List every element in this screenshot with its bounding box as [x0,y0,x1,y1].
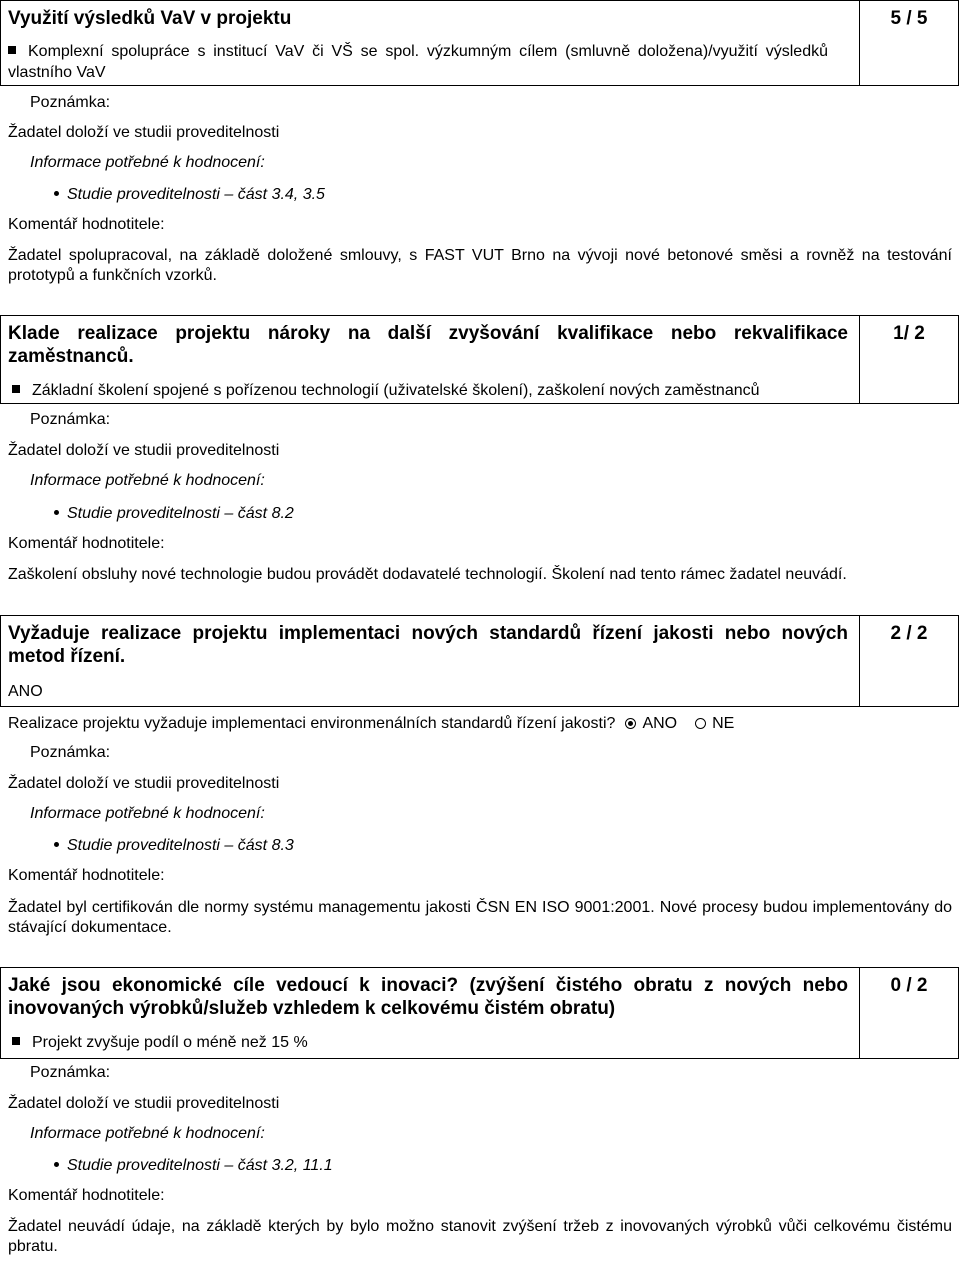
dot-bullet-icon [54,842,59,847]
info-item-text: Studie proveditelnosti – část 3.2, 11.1 [67,1157,333,1174]
info-item [54,1157,333,1175]
info-label: Informace potřebné k hodnocení: [30,1125,265,1142]
comment-label: Komentář hodnotitele: [8,216,165,233]
selected-option [8,41,828,83]
info-item-text: Studie proveditelnosti – část 8.2 [67,505,294,522]
comment-text: Žadatel neuvádí údaje, na základě kterých by bylo možno stanovit zvýšení tržeb z inovovaných výrobků vůči celkovému čistému pbratu. [8,1218,952,1255]
radio-no-label: NE [712,715,735,732]
comment-label: Komentář hodnotitele: [8,867,165,884]
info-item-text: Studie proveditelnosti – část 3.4, 3.5 [67,186,325,203]
note-text: Žadatel doloží ve studii proveditelnosti [8,124,280,141]
comment-text: Zaškolení obsluhy nové technologie budou provádět dodavatelé technologií. Školení nad tento rámec žadatel neuvádí. [8,566,847,583]
comment-text: Žadatel spolupracoval, na základě doložené smlouvy, s FAST VUT Brno na vývoji nové betonové směsi a rovněž na testování prototypů a funkčních vzorků. [8,247,952,284]
info-item [54,186,325,204]
criterion-score: 0 / 2 [890,975,928,996]
dot-bullet-icon [54,191,59,196]
info-item-text: Studie proveditelnosti – část 8.3 [67,837,294,854]
criterion-score: 1/ 2 [893,323,925,344]
radio-yes[interactable] [625,718,636,729]
selected-option [12,1034,308,1052]
note-text: Žadatel doloží ve studii proveditelnosti [8,775,280,792]
criterion-title: Jaké jsou ekonomické cíle vedoucí k inovaci? (zvýšení čistého obratu z nových nebo inovovaných výrobků/služeb vzhledem k celkovému čistém obratu) [8,975,848,1019]
selected-option-text: Projekt zvyšuje podíl o méně než 15 % [32,1034,308,1051]
info-label: Informace potřebné k hodnocení: [30,805,265,822]
comment-label: Komentář hodnotitele: [8,1187,165,1204]
selected-option-text: Základní školení spojené s pořízenou technologií (uživatelské školení), zaškolení nových zaměstnanců [32,382,760,399]
note-label: Poznámka: [30,94,111,111]
criterion-title: Vyžaduje realizace projektu implementaci nových standardů řízení jakosti nebo nových metod řízení. [8,623,848,667]
criterion-section-1 [0,0,958,290]
square-bullet-icon [12,385,20,393]
criterion-title: Klade realizace projektu nároky na další zvyšování kvalifikace nebo rekvalifikace zaměstnanců. [8,323,848,367]
info-item [54,505,294,523]
criterion-score: 2 / 2 [890,623,928,644]
criterion-score: 5 / 5 [890,8,928,29]
note-label: Poznámka: [30,1064,111,1081]
square-bullet-icon [8,46,16,54]
criterion-section-4 [0,967,958,1262]
criterion-section-3 [0,615,958,940]
selected-option-text: Komplexní spolupráce s institucí VaV či VŠ se spol. výzkumným cílem (smluvně doložena)/využití výsledků vlastního VaV [8,43,828,81]
radio-no[interactable] [695,718,706,729]
criterion-title: Využití výsledků VaV v projektu [8,8,292,29]
info-label: Informace potřebné k hodnocení: [30,472,265,489]
info-label: Informace potřebné k hodnocení: [30,154,265,171]
dot-bullet-icon [54,510,59,515]
radio-yes-label: ANO [642,715,678,732]
note-label: Poznámka: [30,744,111,761]
selected-option [12,382,760,400]
note-text: Žadatel doloží ve studii proveditelnosti [8,442,280,459]
question-row [8,715,734,733]
question-text: Realizace projektu vyžaduje implementaci environmenálních standardů řízení jakosti? [8,715,616,732]
answer-text: ANO [8,683,43,700]
comment-label: Komentář hodnotitele: [8,535,165,552]
note-label: Poznámka: [30,411,111,428]
criterion-section-2 [0,315,958,590]
comment-text: Žadatel byl certifikován dle normy systému managementu jakosti ČSN EN ISO 9001:2001. Nové procesy budou implementovány do stávající dokumentace. [8,899,952,936]
dot-bullet-icon [54,1162,59,1167]
note-text: Žadatel doloží ve studii proveditelnosti [8,1095,280,1112]
square-bullet-icon [12,1037,20,1045]
info-item [54,837,294,855]
